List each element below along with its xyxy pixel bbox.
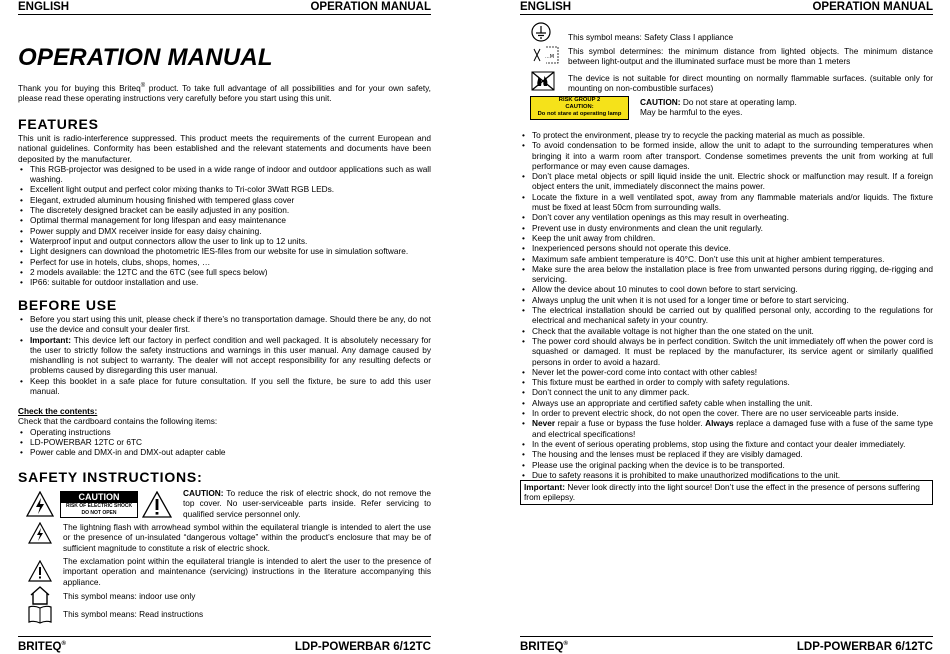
list-item: • Always use an appropriate and certified safety cable when installing the unit.	[520, 398, 933, 408]
min-distance-text: This symbol determines: the minimum distance from lighted objects. The minimum distance between light-output and the illuminated surface must be more than 1 meters	[568, 46, 933, 67]
header-title: OPERATION MANUAL	[812, 1, 933, 13]
list-item: • Optimal thermal management for long lifespan and easy maintenance	[18, 215, 431, 225]
features-text: This unit is radio-interference suppressed. This product meets the requirements of the current European and national guidelines. Conformity has been established and the relevant statements and documents have been deposited by the manufacturer.	[18, 133, 431, 164]
right-page	[520, 0, 933, 654]
page-header	[520, 0, 933, 15]
exclamation-warning-icon	[142, 491, 172, 518]
list-item: • IP66: suitable for outdoor installation and use.	[18, 277, 431, 287]
safety-list	[520, 130, 933, 418]
list-item: • Maximum safe ambient temperature is 40°C. Don’t use this unit at higher ambient temperatures.	[520, 254, 933, 264]
safety-class-icon	[530, 21, 552, 43]
list-item: • The electrical installation should be carried out by qualified personal only, according to the regulations for electrical and mechanical safety in your country.	[520, 305, 933, 326]
before-use-heading: BEFORE USE	[18, 297, 118, 313]
list-item: • To protect the environment, please try to recycle the packing material as much as possible.	[520, 130, 933, 140]
list-item: • Don’t connect the unit to any dimmer pack.	[520, 387, 933, 397]
page-footer	[520, 636, 933, 653]
before-use-list	[18, 314, 431, 396]
lightning-text: The lightning flash with arrowhead symbol within the equilateral triangle is intended to alert the use or the presence of un-insulated “dangerous voltage” within the product’s enclosure that may be of sufficient magnitude to constitute a risk of electric shock.	[63, 522, 431, 553]
list-item: • Don’t place metal objects or spill liquid inside the unit. Electric shock or malfunction may result. If a foreign object enters the unit, immediately disconnect the mains power.	[520, 171, 933, 192]
exclamation-text: The exclamation point within the equilateral triangle is intended to alert the user to the presence of important operation and maintenance (servicing) instructions in the literature accompanying this appliance.	[63, 556, 431, 587]
list-item: • Don’t cover any ventilation openings as this may result in overheating.	[520, 212, 933, 222]
footer-brand: BRITEQ®	[18, 641, 66, 653]
list-item: • The housing and the lenses must be replaced if they are visibly damaged.	[520, 449, 933, 459]
list-item: • Keep this booklet in a safe place for future consultation. If you sell the fixture, be sure to add this user manual.	[18, 376, 431, 397]
safety-list-2	[520, 439, 933, 480]
before-use-section	[18, 297, 431, 396]
list-item: • Elegant, extruded aluminum housing finished with tempered glass cover	[18, 195, 431, 205]
list-item: • To avoid condensation to be formed inside, allow the unit to adapt to the surrounding temperatures when bringing it into a warm room after transport. Condense sometimes prevents the unit from working at full performance or may even cause damages.	[520, 140, 933, 171]
list-item: • Never repair a fuse or bypass the fuse holder. Always replace a damaged fuse with a fuse of the same type and electrical specifications!	[520, 418, 933, 439]
list-item: • Operating instructions	[18, 427, 431, 437]
footer-model: LDP-POWERBAR 6/12TC	[796, 641, 933, 653]
list-item: • Waterproof input and output connectors allow the user to link up to 12 units.	[18, 236, 431, 246]
read-text: This symbol means: Read instructions	[63, 609, 204, 619]
header-title: OPERATION MANUAL	[310, 1, 431, 13]
intro-paragraph: Thank you for buying this Briteq® product. To take full advantage of all possibilities and for your own safety, please read these operating instructions very carefully before you start using this unit.	[18, 83, 431, 104]
read-instructions-icon	[27, 604, 53, 624]
safety-heading: SAFETY INSTRUCTIONS:	[18, 469, 203, 485]
list-item: • Never let the power-cord come into contact with other cables!	[520, 367, 933, 377]
svg-text:...M: ...M	[545, 54, 555, 60]
features-heading: FEATURES	[18, 116, 99, 132]
left-page	[18, 0, 431, 654]
fuse-list	[520, 418, 933, 439]
caution-label-box: CAUTION RISK OF ELECTRIC SHOCK DO NOT OPEN	[60, 491, 138, 518]
list-item: • Please use the original packing when the device is to be transported.	[520, 460, 933, 470]
header-language: ENGLISH	[18, 1, 70, 13]
list-item: • Keep the unit away from children.	[520, 233, 933, 243]
page-header	[18, 0, 431, 15]
list-item: • Check that the available voltage is not higher than the one stated on the unit.	[520, 326, 933, 336]
list-item: • Before you start using this unit, please check if there’s no transportation damage. Should there be any, do not use the device and consult your dealer first.	[18, 314, 431, 335]
risk-group-label: RISK GROUP 2 CAUTION: Do not stare at operating lamp	[530, 96, 629, 120]
list-item: • This RGB-projector was designed to be used in a wide range of indoor and outdoor applications such as wall washing.	[18, 164, 431, 185]
list-item: • Always unplug the unit when it is not used for a longer time or before to start servicing.	[520, 295, 933, 305]
safety-class-text: This symbol means: Safety Class I appliance	[568, 32, 734, 42]
contents-section	[18, 406, 431, 457]
list-item: • Power supply and DMX receiver inside for easy daisy chaining.	[18, 226, 431, 236]
list-item: • Perfect for use in hotels, clubs, shops, homes, …	[18, 257, 431, 267]
list-item: • The discretely designed bracket can be easily adjusted in any position.	[18, 205, 431, 215]
non-flammable-text: The device is not suitable for direct mounting on normally flammable surfaces. (suitable only for mounting on non-combustible surfaces)	[568, 73, 933, 94]
list-item: • In order to prevent electric shock, do not open the cover. There are no user serviceable parts inside.	[520, 408, 933, 418]
lightning-warning-icon	[26, 491, 54, 517]
list-item: • Excellent light output and perfect color mixing thanks to Tri-color 3Watt RGB LEDs.	[18, 184, 431, 194]
lightning-icon	[28, 522, 52, 544]
list-item: • 2 models available: the 12TC and the 6TC (see full specs below)	[18, 267, 431, 277]
indoor-use-icon	[29, 585, 51, 605]
list-item: • Due to safety reasons it is prohibited to make unauthorized modifications to the unit.	[520, 470, 933, 480]
list-item: • Important: This device left our factory in perfect condition and well packaged. It is absolutely necessary for the user to strictly follow the safety instructions and warnings in this user manual. Any damage caused by mishandling is not subject to warranty. The dealer will not accept responsibility for any resulting defects or problems caused by disregarding this user manual.	[18, 335, 431, 376]
non-flammable-surface-icon	[530, 70, 556, 92]
list-item: • Inexperienced persons should not operate this device.	[520, 243, 933, 253]
safety-list-section	[520, 130, 933, 480]
footer-brand: BRITEQ®	[520, 641, 568, 653]
header-language: ENGLISH	[520, 1, 572, 13]
features-list	[18, 164, 431, 288]
exclamation-icon	[28, 560, 52, 582]
min-distance-icon	[530, 43, 560, 67]
list-item: • Prevent use in dusty environments and clean the unit regularly.	[520, 223, 933, 233]
contents-heading: Check the contents:	[18, 406, 98, 416]
list-item: • Power cable and DMX-in and DMX-out adapter cable	[18, 447, 431, 457]
list-item: • In the event of serious operating problems, stop using the fixture and contact your dealer immediately.	[520, 439, 933, 449]
list-item: • Make sure the area below the installation place is free from unwanted persons during rigging, de-rigging and servicing.	[520, 264, 933, 285]
list-item: • LD-POWERBAR 12TC or 6TC	[18, 437, 431, 447]
footer-model: LDP-POWERBAR 6/12TC	[294, 641, 431, 653]
indoor-text: This symbol means: indoor use only	[63, 591, 196, 601]
features-section	[18, 116, 431, 287]
list-item: • Allow the device about 10 minutes to cool down before to start servicing.	[520, 284, 933, 294]
list-item: • This fixture must be earthed in order to comply with safety regulations.	[520, 377, 933, 387]
caution-paragraph: CAUTION: To reduce the risk of electric shock, do not remove the top cover. No user-serviceable parts inside. Refer servicing to qualified service personnel only.	[183, 488, 431, 519]
page-title: OPERATION MANUAL	[18, 44, 273, 71]
list-item: • Locate the fixture in a well ventilated spot, away from any flammable materials and/or liquids. The fixture must be fixed at least 50cm from surrounding walls.	[520, 192, 933, 213]
caution-eyes-text: CAUTION: Do not stare at operating lamp. May be harmful to the eyes.	[640, 97, 797, 118]
list-item: • Light designers can download the photometric IES-files from our website for use in simulation software.	[18, 246, 431, 256]
page-footer	[18, 636, 431, 653]
contents-text: Check that the cardboard contains the following items:	[18, 416, 218, 427]
important-notice-box: Important: Never look directly into the light source! Don’t use the effect in the presence of persons suffering from epilepsy.	[520, 480, 933, 505]
contents-list	[18, 427, 431, 458]
list-item: • The power cord should always be in perfect condition. Switch the unit immediately off when the power cord is squashed or damaged. It must be replaced by the manufacturer, its service agent or similarly qualified persons in order to avoid a hazard.	[520, 336, 933, 367]
